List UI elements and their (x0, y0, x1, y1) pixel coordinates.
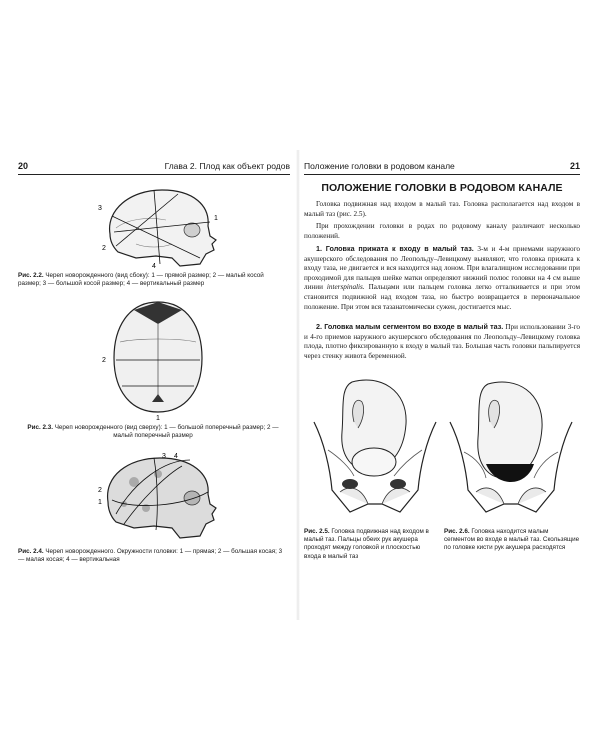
figure-2-2-mark: 1 (214, 215, 218, 222)
figure-2-3-mark: 2 (102, 357, 106, 364)
figure-label: Рис. 2.5. (304, 528, 330, 535)
caption-text: Головка находится малым сегментом во входе в малый таз. Скользящие по головке кисти рук акушера расходятся (444, 528, 580, 552)
figure-label: Рис. 2.2. (18, 272, 44, 279)
caption-text: Череп новорожденного (вид сбоку): 1 — прямой размер; 2 — малый косой размер; 3 — большой косой размер; 4 — вертикальный размер (18, 272, 264, 288)
section-title: ПОЛОЖЕНИЕ ГОЛОВКИ В РОДОВОМ КАНАЛЕ (321, 182, 563, 194)
figure-2-3-caption (18, 424, 288, 440)
figure-2-4-mark: 1 (98, 499, 102, 506)
figure-2-4-mark: 2 (98, 487, 102, 494)
paragraph-1 (304, 200, 580, 219)
paragraph-2 (304, 222, 580, 241)
paragraph-heading: 2. Головка малым сегментом во входе в малый таз. (316, 322, 504, 331)
figure-label: Рис. 2.3. (27, 424, 53, 431)
figure-2-4-mark: 4 (174, 453, 178, 460)
paragraph-text: При использовании 3-го и 4-го приемов наружного акушерского обследования по Леопольду–Левицкому головка плода, плотно фиксированную к входу в малый таз. Большая часть головки пальпируется через стенку живота беременной. (304, 323, 580, 360)
figure-2-2-mark: 2 (102, 245, 106, 252)
left-page (18, 160, 290, 600)
paragraph-text: 3-м и 4-м приемами наружного акушерского обследования по Леопольду–Левицкому выявляют, что головка прижата к входу таза, не двигается и вся находится над лоном. При влагалищном исследовании при проходимой для пальцев шейке матки определяют нижний полюс головки на 4 см выше линии (304, 245, 580, 292)
figure-2-2-caption (18, 272, 288, 288)
figure-2-3-mark: 1 (156, 415, 160, 422)
figure-label: Рис. 2.4. (18, 548, 44, 555)
right-page-header (304, 160, 580, 175)
running-header: Глава 2. Плод как объект родов (164, 161, 290, 171)
caption-text: Череп новорожденного. Окружности головки: 1 — прямая; 2 — большая косая; 3 — малая косая; 4 — вертикальная (18, 548, 283, 564)
book-gutter (296, 150, 300, 620)
figure-2-4-mark: 3 (162, 453, 166, 460)
paragraph-text: Пальцами или пальцем головка легко отталкивается и при этом становится подвижной над входом таза, но быстро возвращается в первоначальное положение. При этом вся тазанатомически сужен, достигается мыс. (304, 283, 581, 311)
figure-label: Рис. 2.6. (444, 528, 470, 535)
paragraph-term: interspinalis. (326, 283, 365, 292)
figure-2-5-caption (304, 528, 438, 561)
caption-text: Череп новорожденного (вид сверху): 1 — большой поперечный размер; 2 — малый поперечный размер (54, 424, 279, 440)
figure-2-6-fetal-head-engaged (446, 372, 576, 522)
figure-2-2-mark: 4 (152, 263, 156, 270)
left-page-header (18, 160, 290, 175)
caption-text: Головка подвижная над входом в малый таз. Пальцы обеих рук акушера проходят между головкой и плоскостью входа в малый таз (304, 528, 429, 560)
paragraph-3 (304, 244, 580, 312)
paragraph-text: Головка подвижная над входом в малый таз. Головка располагается над входом в малый таз (рис. 2.5). (304, 200, 580, 218)
paragraph-4 (304, 322, 580, 361)
figure-2-2-skull-side (96, 186, 224, 270)
figure-2-4-skull-circumferences (94, 452, 226, 542)
figure-2-6-caption (444, 528, 580, 553)
page-number: 20 (18, 161, 29, 171)
paragraph-text: При прохождении головки в родах по родовому каналу различают несколько положений. (304, 222, 580, 240)
page-number: 21 (569, 161, 580, 171)
figure-2-3-skull-top (98, 298, 218, 422)
right-page (304, 160, 580, 600)
figure-2-4-caption (18, 548, 288, 564)
paragraph-heading: 1. Головка прижата к входу в малый таз. (316, 244, 474, 253)
figure-2-2-mark: 3 (98, 205, 102, 212)
figure-2-5-fetal-head-mobile (310, 372, 440, 522)
running-header: Положение головки в родовом канале (304, 161, 455, 171)
